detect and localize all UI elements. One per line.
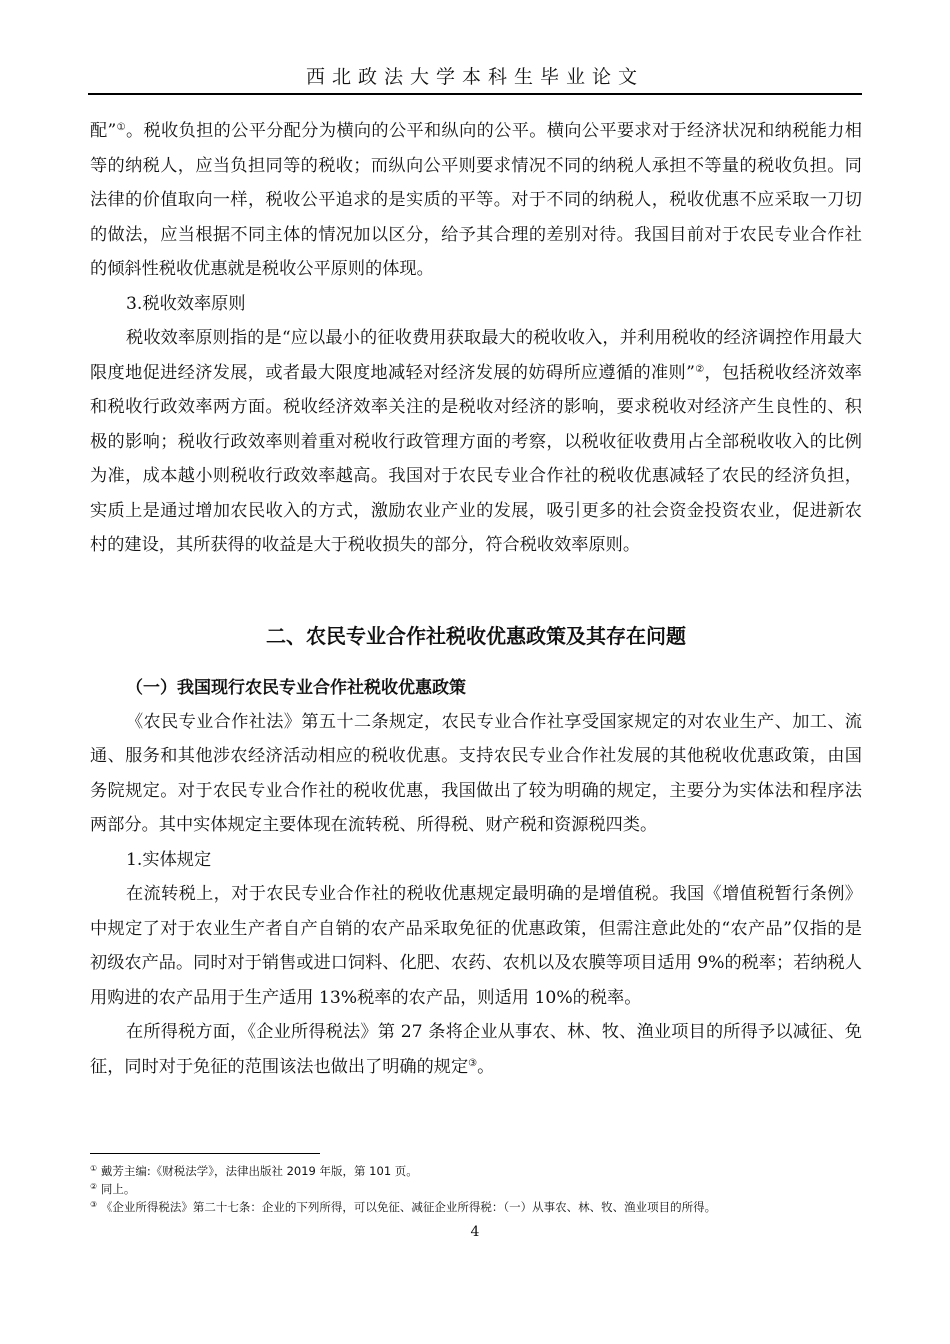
section-spacer xyxy=(90,563,862,619)
paragraph-text: 税收效率原则指的是“应以最小的征收费用获取最大的税收收入，并利用税收的经济调控作用最大限度地促进经济发展，或者最大限度地减轻对经济发展的妨碍所应遵循的准则” xyxy=(90,328,862,383)
footnote-rule xyxy=(90,1153,320,1154)
footnote-mark: ③ xyxy=(90,1200,98,1209)
footnote-mark: ① xyxy=(90,1164,98,1173)
paragraph-fairness xyxy=(90,114,862,287)
footnote-ref-2: ② xyxy=(694,363,705,375)
footnote-text: 《企业所得税法》第二十七条：企业的下列所得，可以免征、减征企业所得税：（一）从事农、林、牧、渔业项目的所得。 xyxy=(100,1200,717,1214)
page-number: 4 xyxy=(470,1224,480,1240)
footnote-1 xyxy=(90,1162,870,1180)
paragraph-efficiency xyxy=(90,321,862,563)
paragraph-income-tax xyxy=(90,1015,862,1084)
heading-substantive-rules: 1.实体规定 xyxy=(126,849,212,870)
heading-efficiency-principle: 3.税收效率原则 xyxy=(126,293,246,314)
header-rule xyxy=(88,93,862,95)
paragraph-text: 。税收负担的公平分配分为横向的公平和纵向的公平。横向公平要求对于经济状况和纳税能力相等的纳税人，应当负担同等的税收；而纵向公平则要求情况不同的纳税人承担不等量的税收负担。同法律的价值取向一样，税收公平追求的是实质的平等。对于不同的纳税人，税收优惠不应采取一刀切的做法，应当根据不同主体的情况加以区分，给予其合理的差别对待。我国目前对于农民专业合作社的倾斜性税收优惠就是税收公平原则的体现。 xyxy=(90,121,862,279)
section-spacer xyxy=(90,653,862,671)
footnotes xyxy=(90,1162,870,1216)
footnote-text: 戴芳主编:《财税法学》，法律出版社 2019 年版，第 101 页。 xyxy=(100,1164,418,1178)
paragraph-vat: 在流转税上，对于农民专业合作社的税收优惠规定最明确的是增值税。我国《增值税暂行条例》中规定了对于农业生产者自产自销的农产品采取免征的优惠政策，但需注意此处的“农产品”仅指的是初级农产品。同时对于销售或进口饲料、化肥、农药、农机以及农膜等项目适用 9%的税率；若纳税人用购进的农产品用于生产适用 13%税率的农产品，则适用 10%的税率。 xyxy=(90,884,862,1008)
paragraph-text: ，包括税收经济效率和税收行政效率两方面。税收经济效率关注的是税收对经济的影响，要求税收对经济产生良性的、积极的影响；税收行政效率则着重对税收行政管理方面的考察，以税收征收费用占全部税收收入的比例为准，成本越小则税收行政效率越高。我国对于农民专业合作社的税收优惠减轻了农民的经济负担，实质上是通过增加农民收入的方式，激励农业产业的发展，吸引更多的社会资金投资农业，促进新农村的建设，其所获得的收益是大于税收损失的部分，符合税收效率原则。 xyxy=(90,362,862,555)
footnote-text: 同上。 xyxy=(100,1182,136,1196)
footnote-3 xyxy=(90,1198,870,1216)
footnote-2 xyxy=(90,1180,870,1198)
footnote-ref-1: ① xyxy=(116,122,126,133)
body-text xyxy=(90,114,862,1084)
paragraph-text: 配” xyxy=(90,121,117,141)
section-title: 二、农民专业合作社税收优惠政策及其存在问题 xyxy=(266,623,686,648)
paragraph-law-article: 《农民专业合作社法》第五十二条规定，农民专业合作社享受国家规定的对农业生产、加工、流通、服务和其他涉农经济活动相应的税收优惠。支持农民专业合作社发展的其他税收优惠政策，由国务院规定。对于农民专业合作社的税收优惠，我国做出了较为明确的规定，主要分为实体法和程序法两部分。其中实体规定主要体现在流转税、所得税、财产税和资源税四类。 xyxy=(90,711,862,835)
running-header: 西北政法大学本科生毕业论文 xyxy=(305,66,644,88)
footnote-ref-3: ③ xyxy=(468,1057,478,1069)
subsection-title: （一）我国现行农民专业合作社税收优惠政策 xyxy=(126,677,466,698)
paragraph-text: 在所得税方面，《企业所得税法》第 27 条将企业从事农、林、牧、渔业项目的所得予以减征、免征，同时对于免征的范围该法也做出了明确的规定 xyxy=(90,1022,862,1077)
paragraph-text: 。 xyxy=(477,1056,495,1077)
footnote-mark: ② xyxy=(90,1182,98,1191)
